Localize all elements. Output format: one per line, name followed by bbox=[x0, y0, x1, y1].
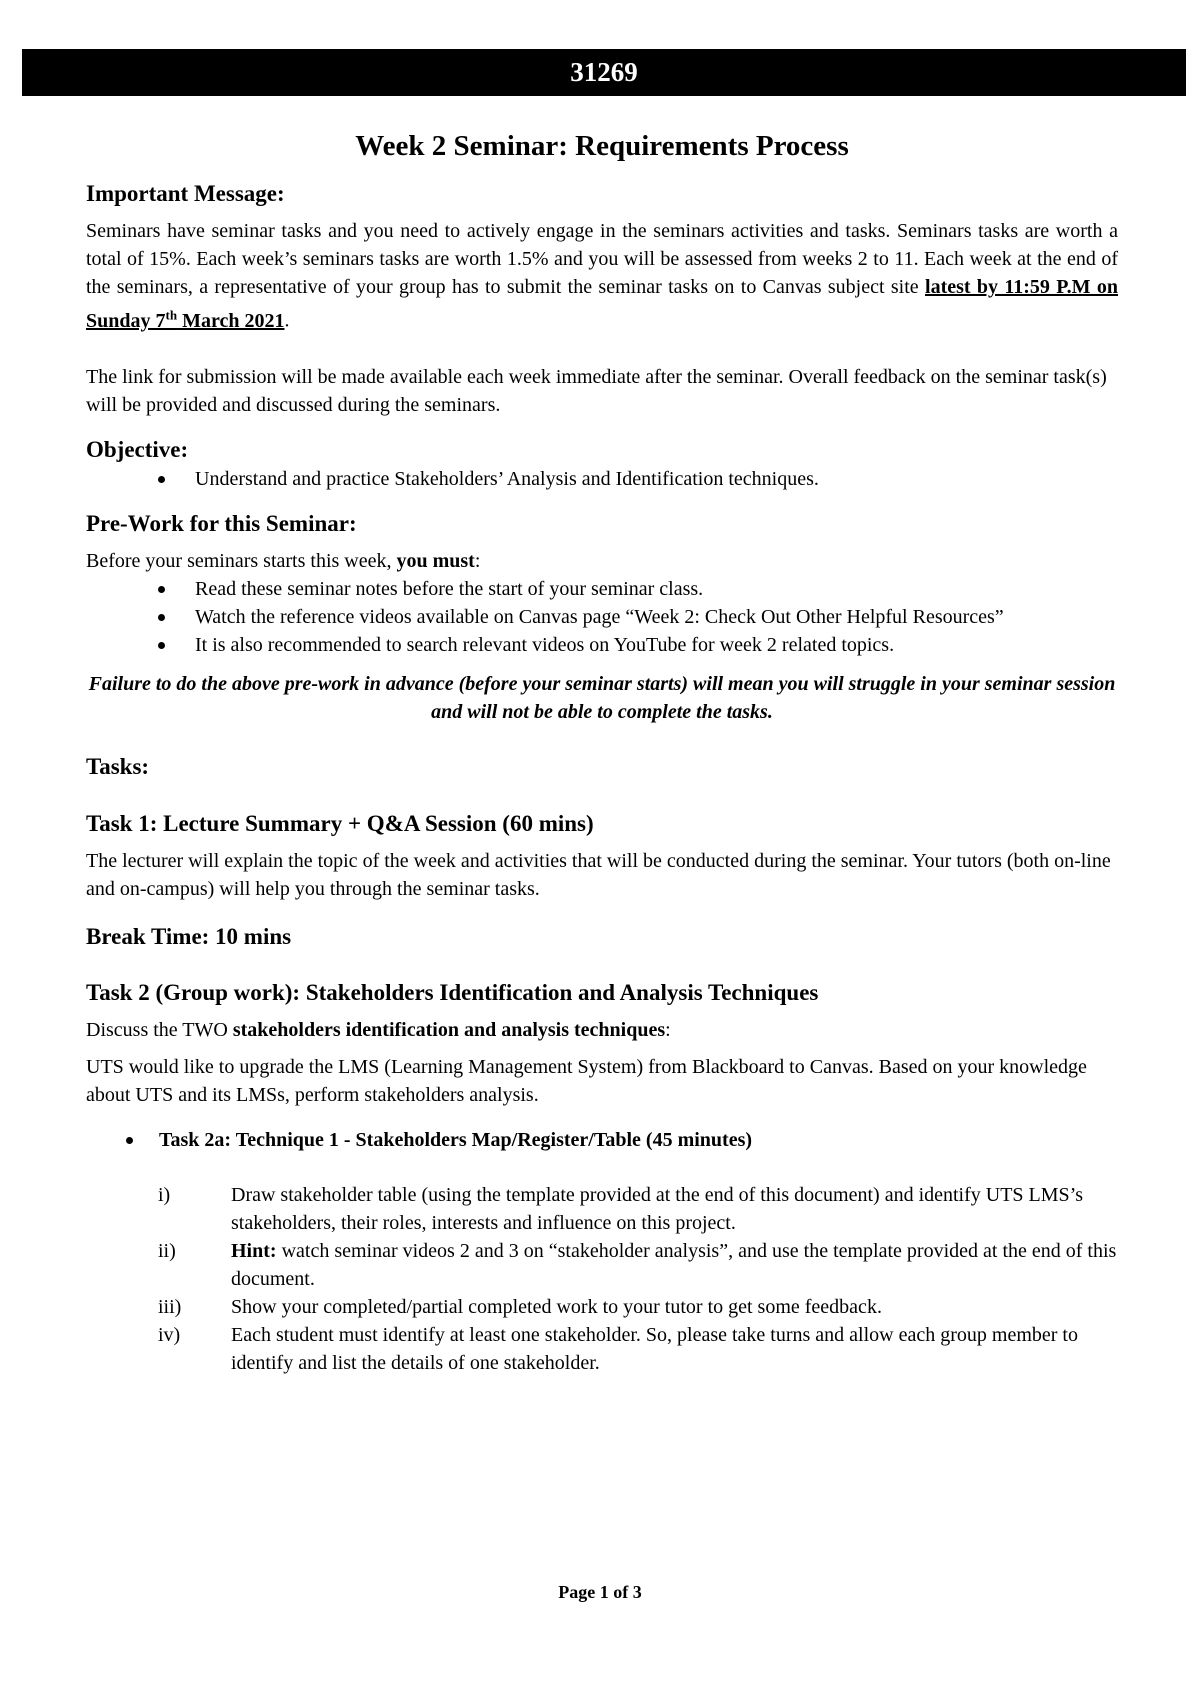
break-heading: Break Time: 10 mins bbox=[86, 923, 292, 949]
page-title: Week 2 Seminar: Requirements Process bbox=[355, 130, 849, 162]
task2-discuss: Discuss the TWO stakeholders identification and analysis techniques: bbox=[86, 1018, 671, 1041]
prework-intro: Before your seminars starts this week, you must: bbox=[86, 549, 481, 572]
prework-list bbox=[86, 575, 1118, 659]
list-item: i) Draw stakeholder table (using the template provided at the end of this document) and identify UTS LMS’s stakeholders, their roles, interests and influence on this project. bbox=[158, 1183, 1084, 1234]
objective-heading: Objective: bbox=[86, 436, 189, 462]
prework-heading: Pre-Work for this Seminar: bbox=[86, 510, 357, 536]
submission-paragraph: The link for submission will be made available each week immediate after the seminar. Overall feedback on the seminar task(s) will be provided and discussed during the seminars. bbox=[86, 365, 1107, 416]
list-item: iv) Each student must identify at least one stakeholder. So, please take turns and allow each group member to identify and list the details of one stakeholder. bbox=[158, 1323, 1078, 1374]
list-item: It is also recommended to search relevant videos on YouTube for week 2 related topics. bbox=[86, 631, 1118, 659]
page-number: Page 1 of 3 bbox=[558, 1582, 642, 1602]
task2a-steps bbox=[86, 1181, 1118, 1377]
task2a-item: Task 2a: Technique 1 - Stakeholders Map/Register/Table (45 minutes) bbox=[86, 1126, 1118, 1154]
bullet-icon bbox=[158, 614, 165, 621]
prework-warning: Failure to do the above pre-work in advance (before your seminar starts) will mean you will struggle in your seminar session and will not be able to complete the tasks. bbox=[88, 672, 1116, 723]
subject-code: 31269 bbox=[570, 57, 638, 87]
bullet-icon bbox=[158, 586, 165, 593]
list-item: ii) Hint: watch seminar videos 2 and 3 on “stakeholder analysis”, and use the template provided at the end of this document. bbox=[158, 1239, 1117, 1290]
task1-text: The lecturer will explain the topic of the week and activities that will be conducted during the seminar. Your tutors (both on-line and on-campus) will help you through the seminar tasks. bbox=[86, 849, 1111, 900]
page-content bbox=[86, 128, 1118, 1377]
list-item: Understand and practice Stakeholders’ Analysis and Identification techniques. bbox=[86, 465, 1118, 493]
task2-heading: Task 2 (Group work): Stakeholders Identification and Analysis Techniques bbox=[86, 979, 819, 1005]
bullet-icon bbox=[126, 1137, 133, 1144]
list-item: Read these seminar notes before the start of your seminar class. bbox=[86, 575, 1118, 603]
bullet-icon bbox=[158, 476, 165, 483]
task2-context: UTS would like to upgrade the LMS (Learning Management System) from Blackboard to Canvas. Based on your knowledge about UTS and its LMSs, perform stakeholders analysis. bbox=[86, 1055, 1087, 1106]
bullet-icon bbox=[158, 642, 165, 649]
task1-heading: Task 1: Lecture Summary + Q&A Session (60 mins) bbox=[86, 810, 594, 836]
subject-code-banner bbox=[22, 49, 1186, 96]
deadline-text: latest by 11:59 P.M on Sunday 7th March 2021 bbox=[86, 276, 1118, 332]
objective-list bbox=[86, 465, 1118, 493]
tasks-heading: Tasks: bbox=[86, 753, 150, 779]
list-item: Watch the reference videos available on Canvas page “Week 2: Check Out Other Helpful Resources” bbox=[86, 603, 1118, 631]
list-item: iii) Show your completed/partial completed work to your tutor to get some feedback. bbox=[158, 1295, 882, 1318]
important-paragraph: Seminars have seminar tasks and you need to actively engage in the seminars activities and tasks. Seminars tasks are worth a total of 15%. Each week’s seminars tasks are worth 1.5% and you will be assessed from weeks 2 to 11. Each week at the end of the seminars, a representative of your group has to submit the seminar tasks on to Canvas subject site latest by 11:59 P.M on Sunday 7th March 2021. bbox=[86, 220, 1118, 332]
important-heading: Important Message: bbox=[86, 181, 285, 206]
